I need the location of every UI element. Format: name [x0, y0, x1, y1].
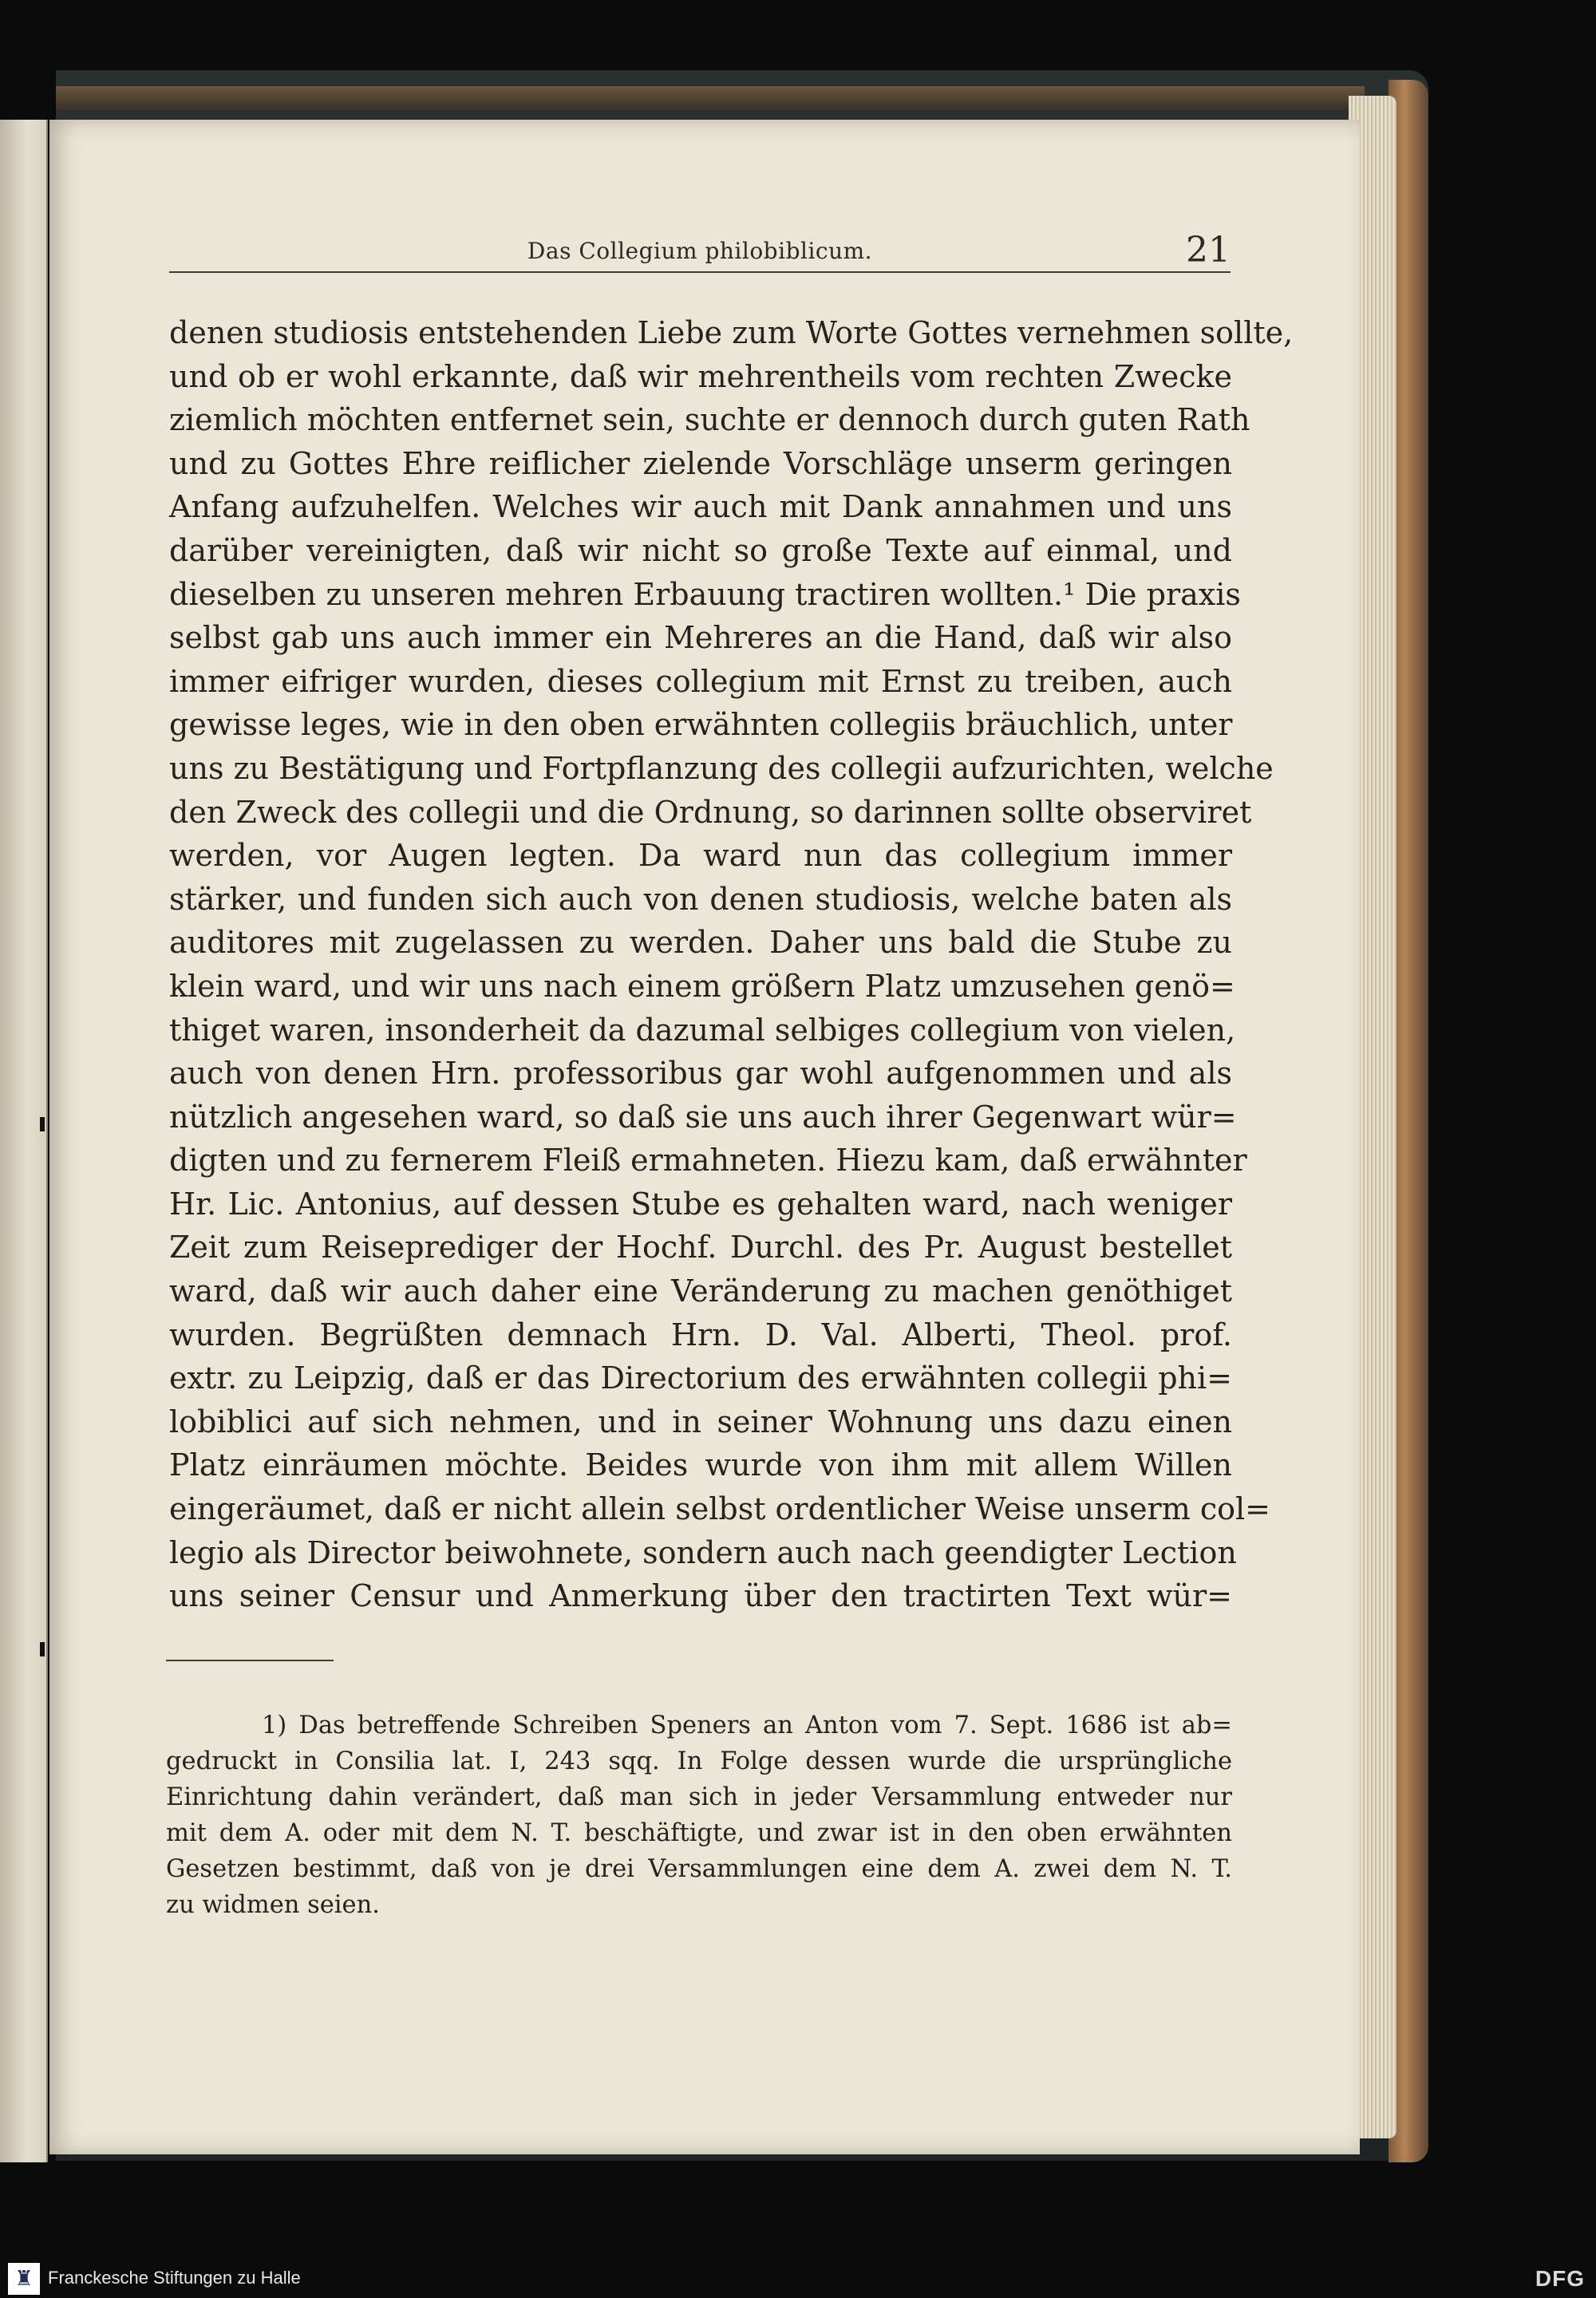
body-line: uns seiner Censur und Anmerkung über den tractirten Text wür=	[169, 1578, 1232, 1614]
body-line: digten und zu fernerem Fleiß ermahneten. Hiezu kam, daß erwähnter	[169, 1143, 1247, 1179]
book-cover-top-edge	[56, 86, 1365, 110]
facing-page-edge	[0, 120, 48, 2162]
body-line: thiget waren, insonderheit da dazumal selbiges collegium von vielen,	[169, 1012, 1236, 1048]
institution-credit: Franckesche Stiftungen zu Halle	[48, 2268, 301, 2288]
footnote-line: gedruckt in Consilia lat. I, 243 sqq. In Folge dessen wurde die ursprüngliche	[166, 1747, 1232, 1775]
footnote-line: Gesetzen bestimmt, daß von je drei Versammlungen eine dem A. zwei dem N. T.	[166, 1855, 1232, 1883]
body-text	[169, 311, 1294, 1618]
footnotes	[166, 1708, 1232, 1923]
body-line: extr. zu Leipzig, daß er das Directorium des erwähnten collegii phi=	[169, 1360, 1232, 1396]
body-line: Hr. Lic. Antonius, auf dessen Stube es gehalten ward, nach weniger	[169, 1186, 1232, 1222]
body-line: den Zweck des collegii und die Ordnung, so darinnen sollte observiret	[169, 794, 1252, 830]
footnote-line: mit dem A. oder mit dem N. T. beschäftigte, und zwar ist in den oben erwähnten	[166, 1819, 1232, 1847]
body-line: und zu Gottes Ehre reiflicher zielende Vorschläge unserm geringen	[169, 445, 1232, 481]
footnote-line: 1) Das betreffende Schreiben Speners an Anton vom 7. Sept. 1686 ist ab=	[262, 1712, 1232, 1739]
margin-mark	[40, 1642, 45, 1656]
body-line: wurden. Begrüßten demnach Hrn. D. Val. Alberti, Theol. prof.	[169, 1317, 1232, 1352]
body-line: uns zu Bestätigung und Fortpflanzung des collegii aufzurichten, welche	[169, 750, 1274, 786]
page-number: 21	[1186, 230, 1231, 270]
body-line: ziemlich möchten entfernet sein, suchte er dennoch durch guten Rath	[169, 402, 1250, 438]
body-line: Zeit zum Reiseprediger der Hochf. Durchl. des Pr. August bestellet	[169, 1230, 1232, 1265]
footnote-line: zu widmen seien.	[166, 1891, 380, 1919]
footnote-line: Einrichtung dahin verändert, daß man sich in jeder Versammlung entweder nur	[166, 1783, 1232, 1811]
body-line: und ob er wohl erkannte, daß wir mehrentheils vom rechten Zwecke	[169, 358, 1232, 394]
book-page	[49, 120, 1360, 2154]
running-head	[169, 230, 1231, 273]
body-line: gewisse leges, wie in den oben erwähnten collegiis bräuchlich, unter	[169, 707, 1233, 743]
body-line: stärker, und funden sich auch von denen studiosis, welche baten als	[169, 881, 1232, 917]
body-line: darüber vereinigten, daß wir nicht so große Texte auf einmal, und	[169, 532, 1232, 568]
body-line: Platz einräumen möchte. Beides wurde von ihm mit allem Willen	[169, 1447, 1232, 1483]
body-line: nützlich angesehen ward, so daß sie uns auch ihrer Gegenwart wür=	[169, 1099, 1237, 1135]
body-line: selbst gab uns auch immer ein Mehreres an die Hand, daß wir also	[169, 620, 1232, 656]
body-line: auditores mit zugelassen zu werden. Daher uns bald die Stube zu	[169, 925, 1232, 961]
margin-mark	[40, 1117, 45, 1131]
body-line: lobiblici auf sich nehmen, und in seiner Wohnung uns dazu einen	[169, 1404, 1232, 1439]
body-line: denen studiosis entstehenden Liebe zum Worte Gottes vernehmen sollte,	[169, 315, 1294, 350]
running-title: Das Collegium philobiblicum.	[527, 238, 873, 264]
body-line: Anfang aufzuhelfen. Welches wir auch mit Dank annahmen und uns	[169, 489, 1232, 525]
body-line: klein ward, und wir uns nach einem größern Platz umzusehen genö=	[169, 968, 1235, 1004]
body-line: eingeräumet, daß er nicht allein selbst ordentlicher Weise unserm col=	[169, 1491, 1270, 1527]
dfg-logo: DFG	[1535, 2266, 1585, 2291]
body-line: ward, daß wir auch daher eine Veränderung zu machen genöthiget	[169, 1273, 1232, 1309]
footnote-divider	[166, 1660, 334, 1661]
body-line: auch von denen Hrn. professoribus gar wohl aufgenommen und als	[169, 1056, 1232, 1092]
body-line: legio als Director beiwohnete, sondern auch nach geendigter Lection	[169, 1534, 1237, 1570]
body-line: werden, vor Augen legten. Da ward nun das collegium immer	[169, 838, 1232, 874]
body-line: immer eifriger wurden, dieses collegium mit Ernst zu treiben, auch	[169, 663, 1232, 699]
body-line: dieselben zu unseren mehren Erbauung tractiren wollten.¹ Die praxis	[169, 576, 1241, 612]
franckesche-crest-icon: ♜	[8, 2263, 40, 2295]
